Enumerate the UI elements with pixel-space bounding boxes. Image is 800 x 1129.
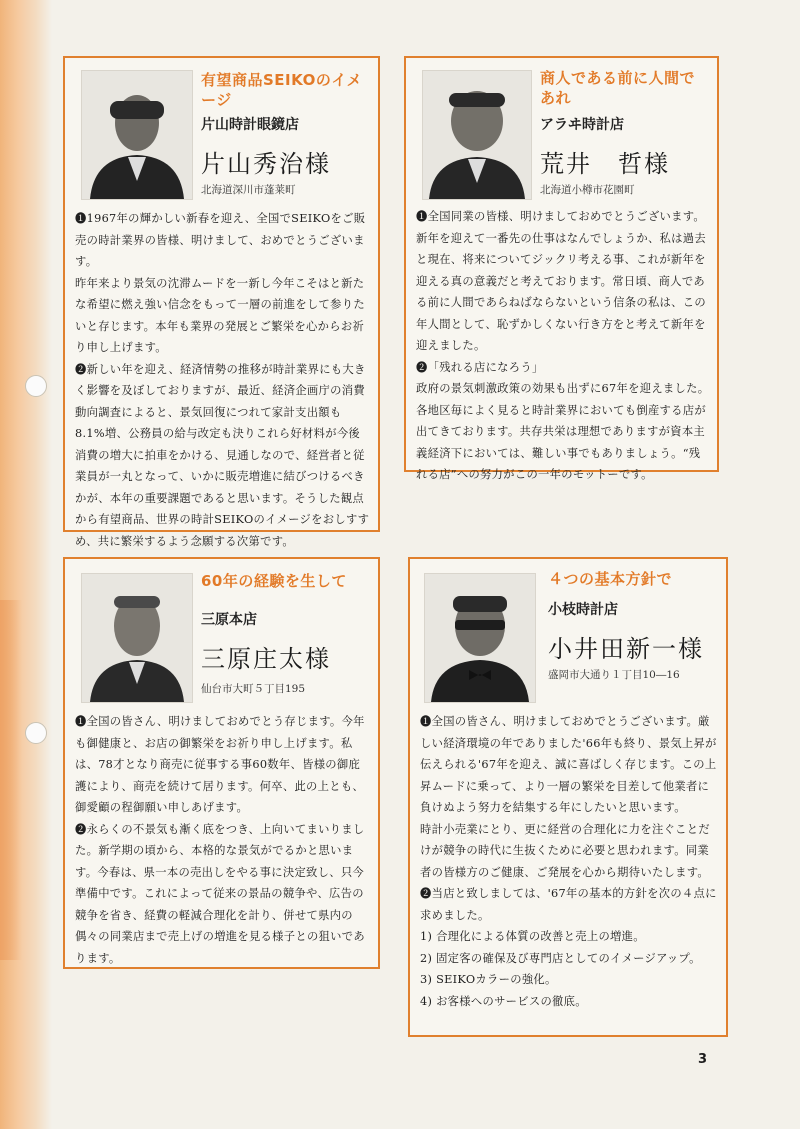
portrait-photo (424, 573, 536, 703)
headline: 商人である前に人間であれ (540, 69, 696, 107)
paragraph: ❷「残れる店になろう」 (416, 360, 544, 374)
address: 北海道深川市蓬莱町 (201, 184, 296, 196)
page-number: 3 (698, 1052, 708, 1067)
headline: ４つの基本方針で (548, 570, 673, 588)
paragraph: ❷永らくの不景気も漸く底をつき、上向いてまいりました。新学期の頃から、本格的な景気がでるかと思います。今春は、県一本の売出しをやる事に決定致し、只今準備中です。これによって従来の景品の競争や、広告の競争を省き、経費の軽減合理化を計り、併せて県内の偶々の同業店まで売上げの増進を見る様子との狙いであります。 (75, 822, 365, 965)
interview-panel-koida (408, 557, 728, 1037)
headline: 有望商品SEIKOのイメージ (201, 71, 363, 109)
interview-panel-katayama (63, 56, 380, 548)
article-body (75, 711, 371, 969)
person-name: 片山秀治様 (201, 150, 331, 178)
list-item: 1) 合理化による体質の改善と売上の増進。 (420, 930, 645, 943)
headline: 60年の経験を生して (201, 572, 347, 590)
shop-name: アラヰ時計店 (540, 117, 624, 133)
shop-name: 小枝時計店 (548, 602, 618, 618)
portrait-photo (81, 573, 193, 703)
paragraph: ❶全国同業の皆様、明けましておめでとうございます。新年を迎えて一番先の仕事はなんでしょうか、私は過去と現在、将来についてジックリ考える事、これが新年を迎える真の意義だと考えております。常日頃、商人である前に人間であらねばならないという信条の私は、この年人間として、恥ずかしくない行き方をと考えて新年を迎えました。 (416, 210, 706, 352)
paragraph: ❶全国の皆さん、明けましておめでとう存じます。今年も御健康と、お店の御繁栄をお祈り申し上げます。私は、78才となり商売に従事する事60数年、皆様の御庇護により、商売を続けて居ります。何卒、此の上とも、御愛顧の程御願い申しあげます。 (75, 715, 365, 814)
paragraph: ❷当店と致しましては、'67年の基本的方針を次の４点に求めました。 (420, 887, 717, 922)
interview-panel-mihara (63, 557, 380, 969)
list-item: 3) SEIKOカラーの強化。 (420, 973, 557, 986)
paragraph: 政府の景気刺激政策の効果も出ずに67年を迎えました。各地区毎によく見ると時計業界においても倒産する店が出てきております。共存共栄は理想でありますが資本主義経済下においては、難しい事でもありましょう。“残れる店”への努力がこの一年のモットーです。 (416, 382, 710, 481)
person-name: 小井田新一様 (548, 635, 704, 663)
list-item: 2) 固定客の確保及び専門店としてのイメージアップ。 (420, 951, 701, 965)
list-item: 4) お客様へのサービスの徹底。 (420, 994, 587, 1008)
article-body (416, 206, 710, 486)
binder-hole-top (25, 375, 47, 397)
address: 仙台市大町５丁目195 (201, 683, 306, 695)
address: 北海道小樽市花園町 (540, 184, 635, 196)
interview-panel-arai (404, 56, 719, 481)
portrait-photo (422, 70, 532, 200)
person-name: 荒井 哲様 (540, 150, 670, 178)
binder-hole-bottom (25, 722, 47, 744)
article-body (75, 208, 371, 552)
paragraph: 時計小売業にとり、更に経営の合理化に力を注ぐことだけが競争の時代に生抜くために必要と思われます。同業者の皆様方のご健康、ご発展を心から期待いたします。 (420, 822, 710, 879)
portrait-photo (81, 70, 193, 200)
paragraph: 昨年来より景気の沈滞ムードを一新し今年こそはと新たな希望に燃え強い信念をもって一層の前進をして参りたいと存じます。本年も業界の発展とご繁栄を心からお祈り申し上げます。 (75, 276, 365, 354)
paragraph: ❶1967年の輝かしい新春を迎え、全国でSEIKOをご販売の時計業界の皆様、明けまして、おめでとうございます。 (75, 212, 366, 268)
article-body (420, 711, 718, 1012)
paper-stain-dark (0, 600, 22, 960)
paragraph: ❶全国の皆さん、明けましておめでとうございます。厳しい経済環境の年でありました'66年も終り、景気上昇が伝えられる'67年を迎え、誠に喜ばしく存じます。この上昇ムードに乗って、より一層の繁栄を目差して他業者に負けぬよう努力を結集する年にしたいと思います。 (420, 715, 717, 814)
person-name: 三原庄太様 (201, 645, 331, 673)
shop-name: 片山時計眼鏡店 (201, 117, 299, 133)
shop-name: 三原本店 (201, 612, 257, 628)
address: 盛岡市大通り１丁目10―16 (548, 669, 680, 681)
paragraph: ❷新しい年を迎え、経済情勢の推移が時計業界にも大きく影響を及ぼしておりますが、最近、経済企画庁の消費動向調査によると、景気回復につれて家計支出額も8.1%増、公務員の給与改定も決りこれら好材料が今後消費の増大に拍車をかける、見通しなので、経営者と従業員が一丸となって、いかに販売増進に結びつけるべきかが、本年の重要課題であると思います。そうした観点から有望商品、世界の時計SEIKOのイメージをおしすすめ、共に繁栄するよう念願する次第です。 (75, 362, 370, 548)
